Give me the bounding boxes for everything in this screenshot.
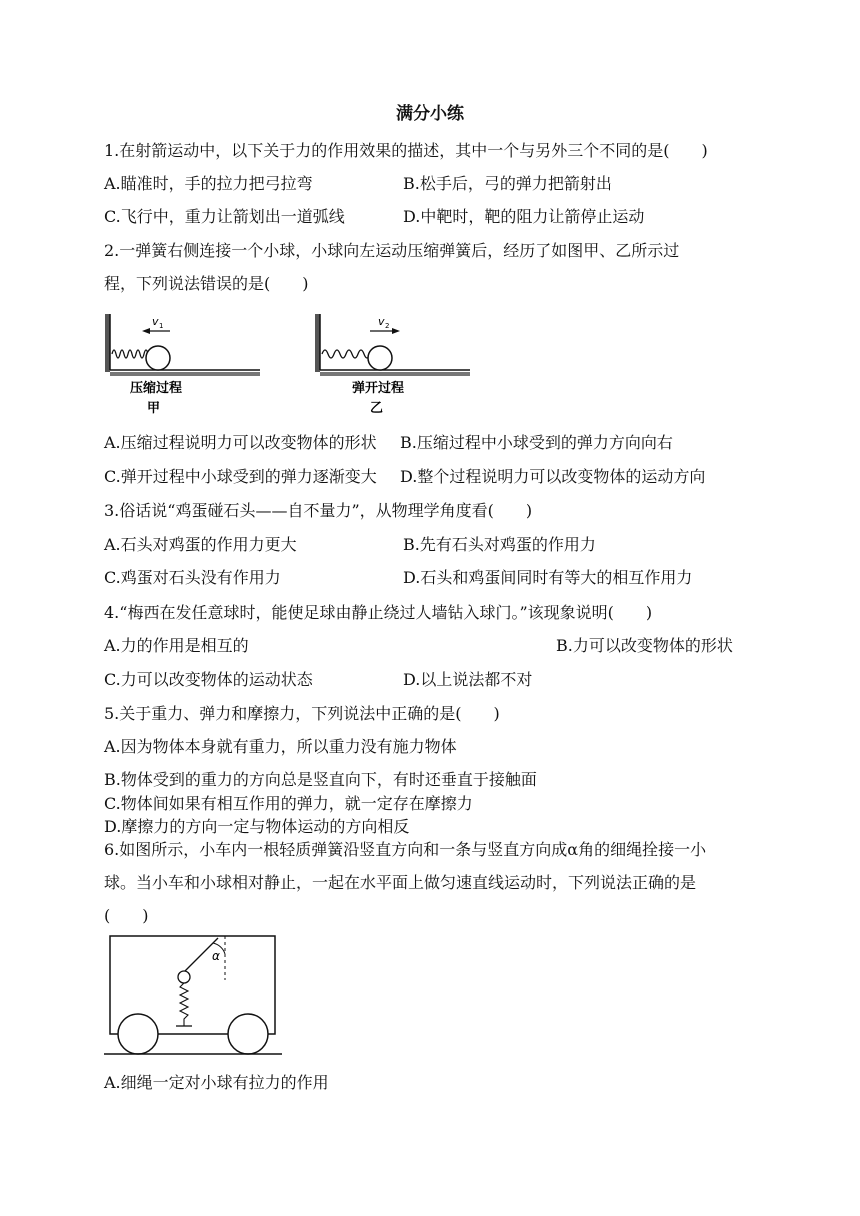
question-4-stem: 4.“梅西在发任意球时，能使足球由静止绕过人墙钻入球门。”该现象说明( ) bbox=[104, 603, 653, 622]
tag-jia: 甲 bbox=[147, 401, 161, 416]
q1-option-b: B.松手后，弓的弹力把箭射出 bbox=[403, 174, 612, 193]
q6-option-a: A.细绳一定对小球有拉力的作用 bbox=[104, 1073, 329, 1092]
q5-option-c: C.物体间如果有相互作用的弹力，就一定存在摩擦力 bbox=[104, 794, 473, 813]
q4-option-c: C.力可以改变物体的运动状态 bbox=[104, 670, 313, 689]
caption-compression: 压缩过程 bbox=[130, 381, 183, 396]
q5-option-b: B.物体受到的重力的方向总是竖直向下，有时还垂直于接触面 bbox=[104, 770, 537, 789]
tag-yi: 乙 bbox=[370, 401, 384, 416]
question-2-stem-line-1: 2.一弹簧右侧连接一个小球，小球向左运动压缩弹簧后，经历了如图甲、乙所示过 bbox=[104, 241, 680, 260]
q2-option-b: B.压缩过程中小球受到的弹力方向向右 bbox=[400, 433, 673, 452]
q3-option-a: A.石头对鸡蛋的作用力更大 bbox=[104, 535, 297, 554]
q4-option-b: B.力可以改变物体的形状 bbox=[556, 636, 733, 655]
question-5-stem: 5.关于重力、弹力和摩擦力，下列说法中正确的是( ) bbox=[104, 704, 500, 723]
q3-option-d: D.石头和鸡蛋间同时有等大的相互作用力 bbox=[403, 568, 693, 587]
question-3-stem: 3.俗话说“鸡蛋碰石头——自不量力”，从物理学角度看( ) bbox=[104, 501, 533, 520]
question-6-stem-line-3: ( ) bbox=[104, 906, 149, 925]
question-6-stem-line-2: 球。当小车和小球相对静止，一起在水平面上做匀速直线运动时，下列说法正确的是 bbox=[104, 873, 697, 892]
q2-option-c: C.弹开过程中小球受到的弹力逐渐变大 bbox=[104, 467, 377, 486]
q1-option-c: C.飞行中，重力让箭划出一道弧线 bbox=[104, 207, 345, 226]
q2-option-a: A.压缩过程说明力可以改变物体的形状 bbox=[104, 433, 377, 452]
v2-subscript: 2 bbox=[385, 322, 390, 330]
q1-option-d: D.中靶时，靶的阻力让箭停止运动 bbox=[403, 207, 645, 226]
q4-option-a: A.力的作用是相互的 bbox=[104, 636, 249, 655]
q2-option-d: D.整个过程说明力可以改变物体的运动方向 bbox=[400, 467, 706, 486]
v1-label: v bbox=[152, 315, 159, 328]
question-2-stem-line-2: 程，下列说法错误的是( ) bbox=[104, 274, 309, 293]
question-1-stem: 1.在射箭运动中，以下关于力的作用效果的描述，其中一个与另外三个不同的是( ) bbox=[104, 141, 708, 160]
page-title: 满分小练 bbox=[396, 104, 464, 124]
q3-option-c: C.鸡蛋对石头没有作用力 bbox=[104, 568, 281, 587]
q5-option-d: D.摩擦力的方向一定与物体运动的方向相反 bbox=[104, 817, 410, 836]
q1-option-a: A.瞄准时，手的拉力把弓拉弯 bbox=[104, 174, 313, 193]
angle-label: α bbox=[212, 949, 220, 963]
cart-figure bbox=[100, 930, 290, 1062]
question-6-stem-line-1: 6.如图所示，小车内一根轻质弹簧沿竖直方向和一条与竖直方向成α角的细绳拴接一小 bbox=[104, 840, 707, 859]
v2-label: v bbox=[378, 315, 385, 328]
q3-option-b: B.先有石头对鸡蛋的作用力 bbox=[403, 535, 596, 554]
spring-figure-compression bbox=[100, 306, 270, 422]
q4-option-d: D.以上说法都不对 bbox=[403, 670, 533, 689]
caption-release: 弹开过程 bbox=[352, 381, 405, 396]
v1-subscript: 1 bbox=[159, 322, 164, 330]
spring-figure-release bbox=[310, 306, 480, 422]
q5-option-a: A.因为物体本身就有重力，所以重力没有施力物体 bbox=[104, 737, 457, 756]
